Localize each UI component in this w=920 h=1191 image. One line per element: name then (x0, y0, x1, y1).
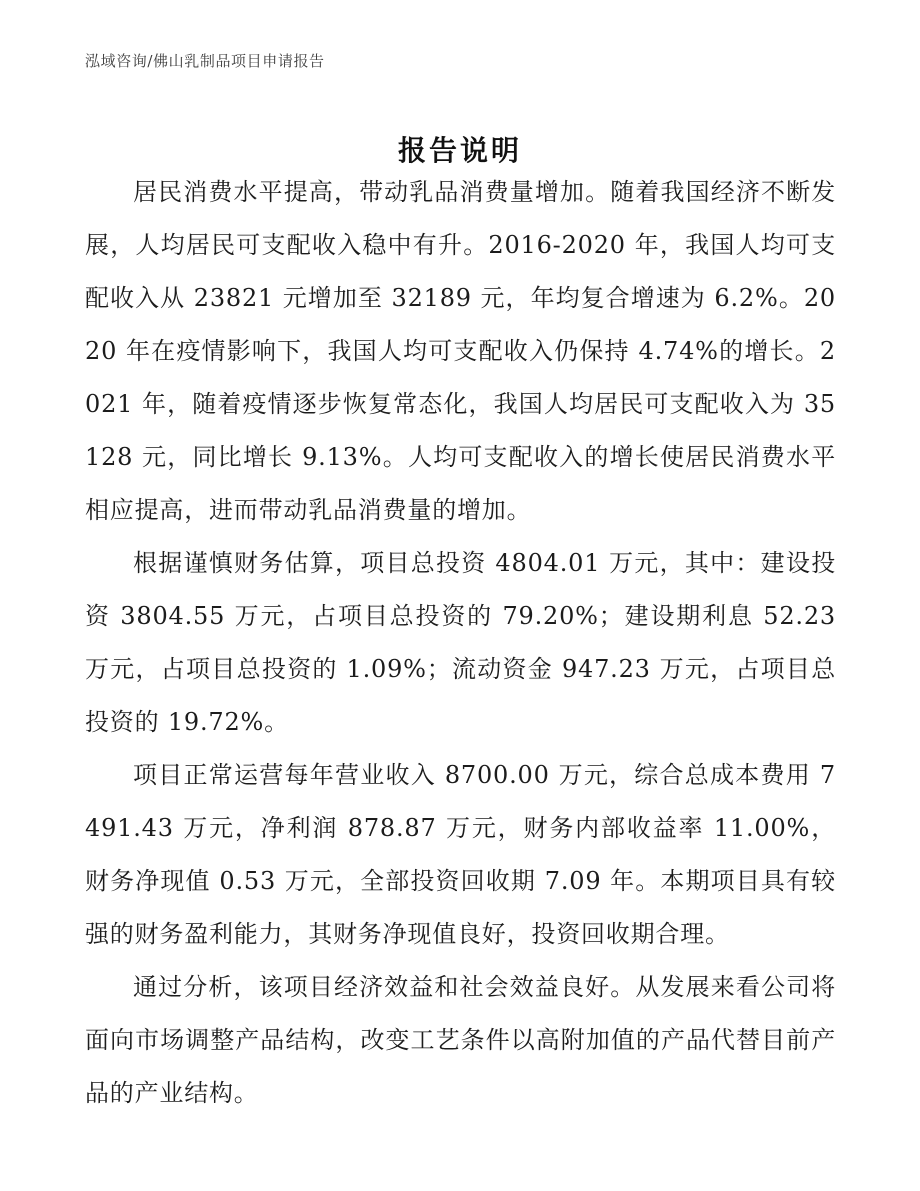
paragraph-operating-results: 项目正常运营每年营业收入 8700.00 万元，综合总成本费用 7491.43 万元，净利润 878.87 万元，财务内部收益率 11.00%，财务净现值 0.53 万元，全部投资回收期 7.09 年。本期项目具有较强的财务盈利能力，其财务净现值良好，投资回收期合理。 (85, 761, 836, 948)
document-body (85, 166, 836, 1120)
page-title: 报告说明 (397, 133, 522, 167)
paragraph-investment-breakdown: 根据谨慎财务估算，项目总投资 4804.01 万元，其中：建设投资 3804.55 万元，占项目总投资的 79.20%；建设期利息 52.23 万元，占项目总投资的 1.09%；流动资金 947.23 万元，占项目总投资的 19.72%。 (85, 549, 836, 736)
paragraph-conclusion: 通过分析，该项目经济效益和社会效益良好。从发展来看公司将面向市场调整产品结构，改变工艺条件以高附加值的产品代替目前产品的产业结构。 (85, 973, 836, 1107)
paragraph-consumption-income: 居民消费水平提高，带动乳品消费量增加。随着我国经济不断发展，人均居民可支配收入稳中有升。2016-2020 年，我国人均可支配收入从 23821 元增加至 32189 元，年均复合增速为 6.2%。2020 年在疫情影响下，我国人均可支配收入仍保持 4.74%的增长。2021 年，随着疫情逐步恢复常态化，我国人均居民可支配收入为 35128 元，同比增长 9.13%。人均可支配收入的增长使居民消费水平相应提高，进而带动乳品消费量的增加。 (85, 178, 836, 524)
running-header: 泓域咨询/佛山乳制品项目申请报告 (85, 52, 325, 70)
